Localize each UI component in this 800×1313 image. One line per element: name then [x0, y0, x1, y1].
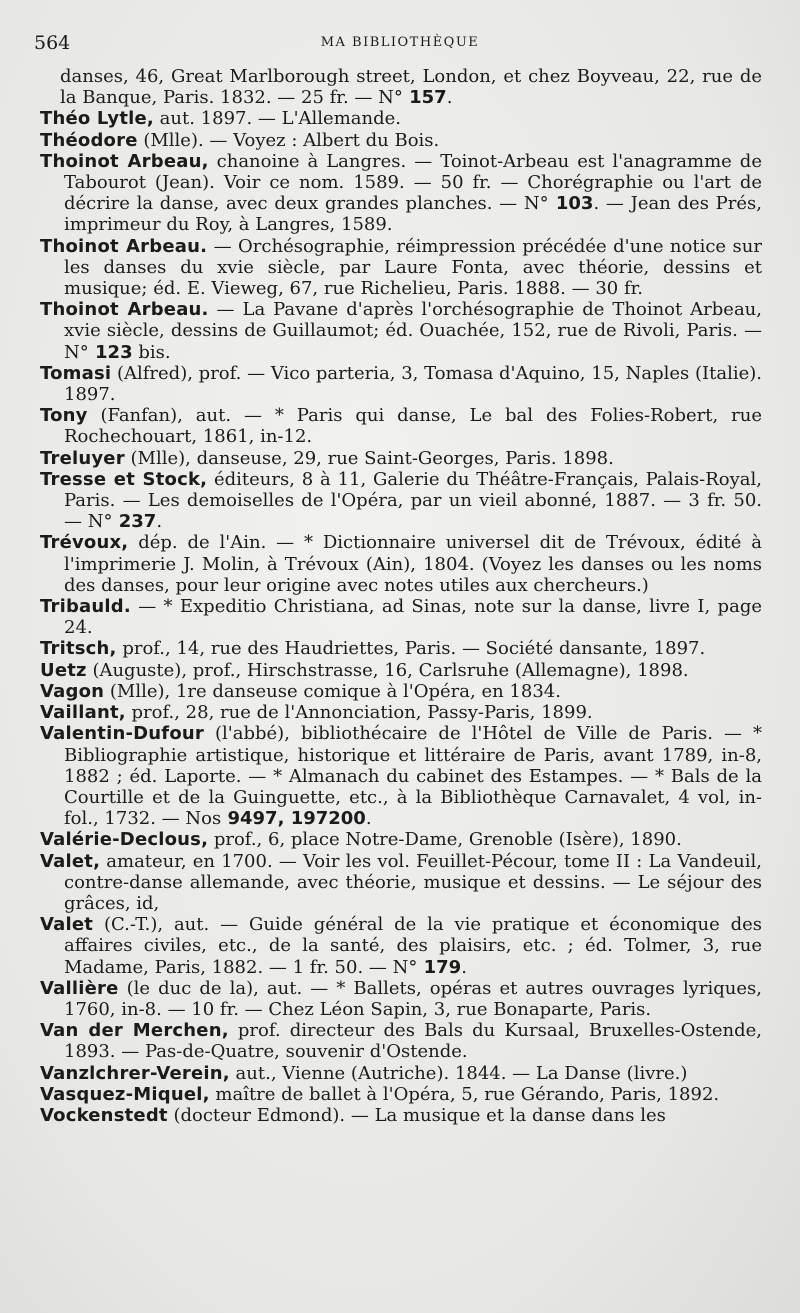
entry-catalog-number: 157 [402, 87, 447, 109]
dictionary-entry [40, 660, 762, 681]
entry-tail: . [461, 956, 467, 978]
entry-catalog-number: 179 [417, 956, 462, 978]
running-title: MA BIBLIOTHÈQUE [320, 35, 480, 50]
entry-headword: Vallière [40, 977, 119, 999]
entry-catalog-number: 103 [548, 193, 594, 215]
entry-text: amateur, en 1700. — Voir les vol. Feuillet-Pécour, tome II : La Vandeuil, contre-danse allemande, avec théorie, musique et dessins. — Le séjour des grâces, id, [64, 850, 762, 914]
entry-headword: Tribauld. [40, 596, 131, 618]
dictionary-entry [40, 1063, 762, 1084]
entry-text: (C.-T.), aut. — Guide général de la vie pratique et économique des affaires civiles, etc., de la santé, des plaisirs, etc. ; éd. Tolmer, 3, rue Madame, Paris, 1882. — 1 fr. 50. — N° [64, 914, 762, 978]
entry-text: (Auguste), prof., Hirschstrasse, 16, Carlsruhe (Allemagne), 1898. [86, 659, 689, 681]
dictionary-entry [40, 723, 762, 829]
entry-tail: . — Jean des Prés, imprimeur du Roy, à Langres, 1589. [64, 193, 762, 236]
entry-text: éditeurs, 8 à 11, Galerie du Théâtre-Français, Palais-Royal, Paris. — Les demoiselles de l'Opéra, par un vieil abonné, 1887. — 3 fr. 50. — N° [64, 468, 762, 533]
entry-headword: Treluyer [40, 447, 125, 469]
entry-tail: . [365, 808, 372, 830]
entry-headword: Tritsch, [40, 638, 117, 660]
page-number: 564 [34, 32, 71, 54]
entry-headword: Vanzlchrer-Verein, [40, 1062, 230, 1084]
entry-tail: bis. [132, 341, 171, 363]
entry-headword: Théo Lytle, [40, 108, 154, 130]
entry-text: prof., 28, rue de l'Annonciation, Passy-Paris, 1899. [125, 702, 593, 724]
entry-text: aut., Vienne (Autriche). 1844. — La Danse (livre.) [229, 1062, 688, 1084]
entry-text: maître de ballet à l'Opéra, 5, rue Gérando, Paris, 1892. [209, 1083, 720, 1105]
entry-headword: Valérie-Declous, [40, 829, 209, 851]
entry-headword: Thoinot Arbeau. [40, 235, 208, 257]
entry-text: (Mlle), danseuse, 29, rue Saint-Georges, Paris. 1898. [124, 447, 614, 469]
dictionary-entry [40, 299, 762, 363]
entry-headword: Valet, [40, 850, 101, 872]
entry-headword: Thoinot Arbeau. [40, 299, 209, 321]
entry-headword: Valet [40, 914, 94, 936]
entry-tail: . [446, 87, 453, 109]
entry-headword: Vagon [40, 680, 105, 702]
dictionary-entry [40, 702, 762, 723]
entry-headword: Tomasi [40, 362, 112, 384]
dictionary-entry [40, 363, 762, 405]
dictionary-entry [40, 829, 762, 850]
entry-headword: Valentin-Dufour [40, 723, 204, 745]
entry-text: — La Pavane d'après l'orchésographie de Thoinot Arbeau, xvie siècle, dessins de Guillaumot; éd. Ouachée, 152, rue de Rivoli, Paris. — N° [64, 299, 762, 363]
entries-list [40, 66, 762, 1126]
entry-text: prof., 14, rue des Haudriettes, Paris. — Société dansante, 1897. [116, 638, 706, 660]
dictionary-entry [40, 469, 762, 533]
entry-headword: Théodore [40, 129, 138, 151]
dictionary-entry [40, 532, 762, 596]
entry-text: (docteur Edmond). — La musique et la danse dans les [167, 1104, 666, 1126]
entry-catalog-number: 237 [112, 511, 157, 533]
dictionary-entry [40, 851, 762, 915]
entry-text: (le duc de la), aut. — * Ballets, opéras et autres ouvrages lyriques, 1760, in-8. — 10 fr. — Chez Léon Sapin, 3, rue Bonaparte, Paris. [64, 977, 762, 1020]
entry-headword: Tony [40, 405, 88, 427]
dictionary-entry [40, 914, 762, 978]
entry-text: danses, 46, Great Marlborough street, London, et chez Boyveau, 22, rue de la Banque, Paris. 1832. — 25 fr. — N° [60, 66, 762, 109]
entry-headword: Trévoux, [40, 532, 129, 554]
dictionary-entry [40, 596, 762, 638]
dictionary-entry [40, 681, 762, 702]
entry-headword: Thoinot Arbeau, [40, 150, 209, 172]
dictionary-entry [40, 978, 762, 1020]
entry-headword: Uetz [40, 659, 87, 681]
entry-catalog-number: 9497, 197200 [221, 808, 366, 830]
dictionary-entry [40, 66, 762, 108]
entry-text: prof., 6, place Notre-Dame, Grenoble (Isère), 1890. [208, 829, 682, 851]
entry-headword: Vockenstedt [40, 1104, 168, 1126]
entry-headword: Van der Merchen, [40, 1020, 229, 1042]
dictionary-entry [40, 236, 762, 300]
entry-tail: . [156, 511, 163, 533]
dictionary-entry [40, 1084, 762, 1105]
entry-text: — * Expeditio Christiana, ad Sinas, note sur la danse, livre I, page 24. [64, 596, 762, 639]
entry-text: dép. de l'Ain. — * Dictionnaire universel dit de Trévoux, édité à l'imprimerie J. Molin, à Trévoux (Ain), 1804. (Voyez les danses ou les noms des danses, pour leur origine avec notes utiles aux chercheurs.) [64, 532, 762, 596]
entry-text: (Alfred), prof. — Vico parteria, 3, Tomasa d'Aquino, 15, Naples (Italie). 1897. [64, 362, 762, 406]
entry-headword: Tresse et Stock, [40, 468, 208, 490]
dictionary-entry [40, 151, 762, 236]
entry-text: chanoine à Langres. — Toinot-Arbeau est l'anagramme de Tabourot (Jean). Voir ce nom. 1589. — 50 fr. — Chorégraphie ou l'art de décrire la danse, avec deux grandes planches. — N° [64, 150, 762, 215]
entry-text: (Fanfan), aut. — * Paris qui danse, Le bal des Folies-Robert, rue Rochechouart, 1861, in-12. [64, 405, 762, 448]
dictionary-entry [40, 108, 762, 129]
dictionary-entry [40, 1020, 762, 1062]
entry-text: (Mlle), 1re danseuse comique à l'Opéra, en 1834. [104, 680, 561, 702]
dictionary-entry [40, 638, 762, 659]
dictionary-entry [40, 1105, 762, 1126]
entry-text: (Mlle). — Voyez : Albert du Bois. [137, 129, 440, 151]
dictionary-entry [40, 130, 762, 151]
dictionary-entry [40, 448, 762, 469]
entry-text: (l'abbé), bibliothécaire de l'Hôtel de Ville de Paris. — * Bibliographie artistique, historique et littéraire de Paris, avant 1789, in-8, 1882 ; éd. Laporte. — * Almanach du cabinet des Estampes. — * Bals de la Courtille et de la Guinguette, etc., à la Bibliothèque Carnavalet, 4 vol, in-fol., 1732. — Nos [64, 723, 762, 830]
page-header [34, 32, 766, 56]
entry-text: aut. 1897. — L'Allemande. [153, 108, 401, 130]
entry-headword: Vasquez-Miquel, [40, 1083, 210, 1105]
dictionary-entry [40, 405, 762, 447]
entry-headword: Vaillant, [40, 702, 126, 724]
entry-text: — Orchésographie, réimpression précédée d'une notice sur les danses du xvie siècle, par Laure Fonta, avec théorie, dessins et musique; éd. E. Vieweg, 67, rue Richelieu, Paris. 1888. — 30 fr. [64, 235, 762, 300]
entry-text: prof. directeur des Bals du Kursaal, Bruxelles-Ostende, 1893. — Pas-de-Quatre, souvenir d'Ostende. [64, 1020, 763, 1063]
entry-catalog-number: 123 [88, 341, 133, 363]
